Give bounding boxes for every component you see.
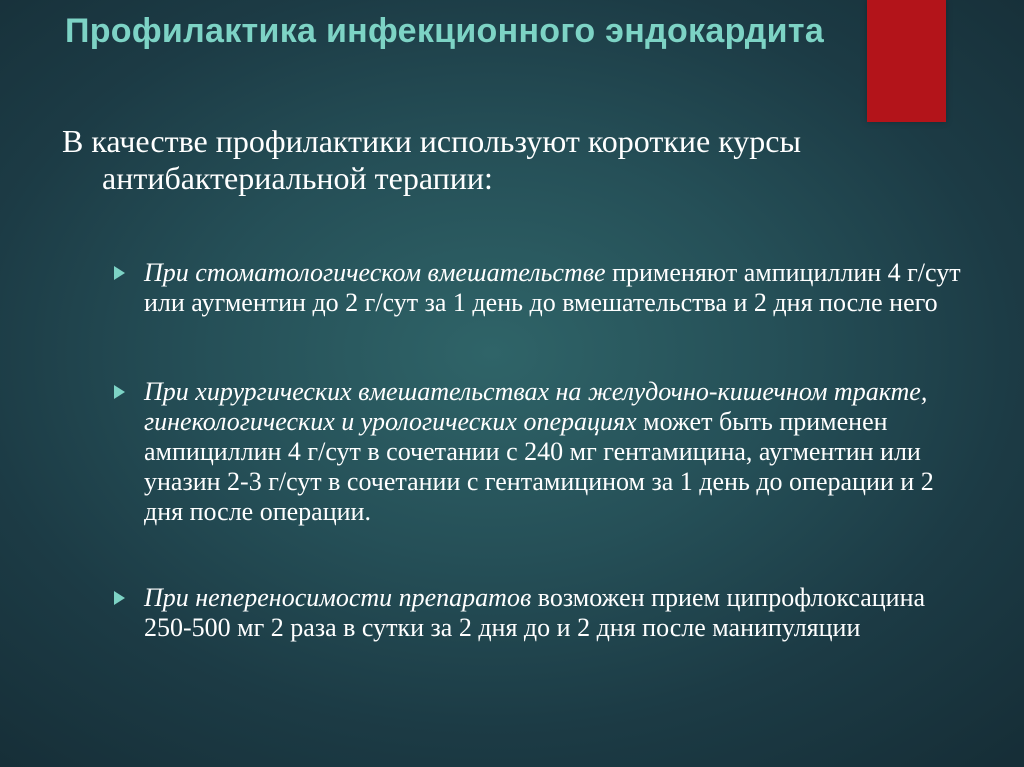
bullet-item <box>112 377 972 527</box>
triangle-bullet-icon <box>114 385 125 399</box>
lead-paragraph: В качестве профилактики используют короткие курсы антибактериальной терапии: <box>62 123 801 196</box>
triangle-bullet-icon <box>114 266 125 280</box>
slide-title: Профилактика инфекционного эндокардита <box>65 12 825 50</box>
accent-bar <box>867 0 946 122</box>
bullet-item <box>112 258 972 318</box>
bullet-emphasis: При стоматологическом вмешательстве <box>144 258 606 287</box>
triangle-bullet-icon <box>114 591 125 605</box>
bullet-emphasis: При хирургических вмешательствах на желудочно-кишечном тракте, гинекологических и урологических операциях <box>144 377 928 436</box>
bullet-text: может быть применен ампициллин 4 г/сут в сочетании с 240 мг гентамицина, аугментин или уназин 2-3 г/сут в сочетании с гентамицином за 1 день до операции и 2 дня после операции. <box>144 407 934 526</box>
bullet-list <box>112 258 972 643</box>
bullet-emphasis: При непереносимости препаратов <box>144 583 532 612</box>
bullet-text: возможен прием ципрофлоксацина 250-500 мг 2 раза в сутки за 2 дня до и 2 дня после манипуляции <box>144 583 926 642</box>
bullet-item <box>112 583 972 643</box>
bullet-text: применяют ампициллин 4 г/сут или аугментин до 2 г/сут за 1 день до вмешательства и 2 дня после него <box>144 258 961 317</box>
